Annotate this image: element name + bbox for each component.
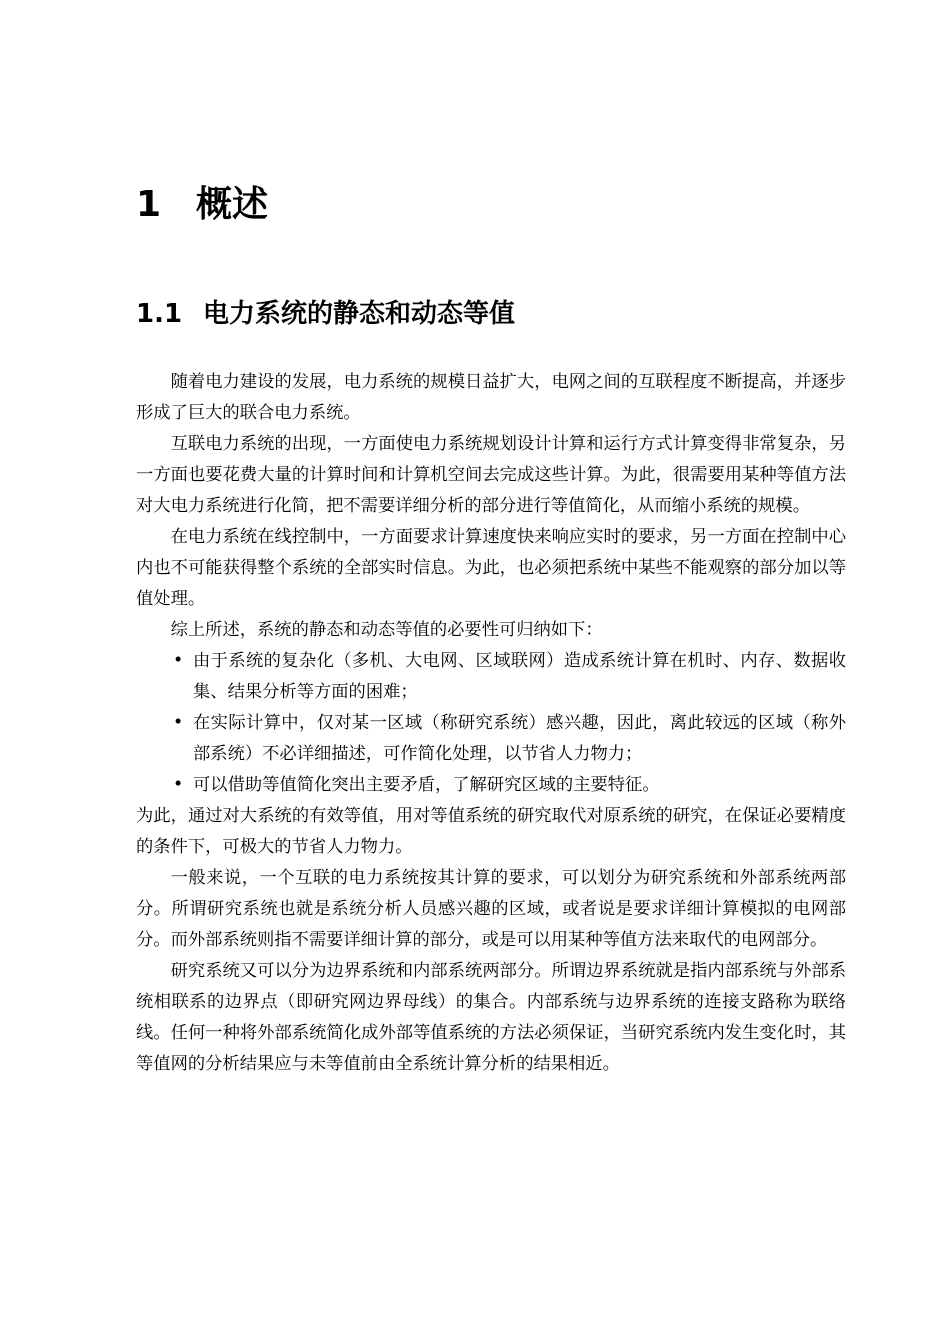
- chapter-heading: [136, 183, 268, 227]
- paragraph: 综上所述，系统的静态和动态等值的必要性可归纳如下：: [170, 620, 603, 640]
- section-title: 电力系统的静态和动态等值: [203, 299, 516, 329]
- chapter-number: 1: [136, 184, 162, 225]
- paragraph: 互联电力系统的出现，一方面使电力系统规划设计计算和运行方式计算变得非常复杂，另一方面也要花费大量的计算时间和计算机空间去完成这些计算。为此，很需要用某种等值方法对大电力系统进行化简，把不需要详细分析的部分进行等值简化，从而缩小系统的规模。: [136, 434, 846, 516]
- bullet-list: [136, 646, 846, 801]
- section-heading: [136, 296, 515, 332]
- list-item-text: 由于系统的复杂化（多机、大电网、区域联网）造成系统计算在机时、内存、数据收集、结果分析等方面的困难；: [193, 651, 846, 702]
- list-item: [173, 770, 846, 801]
- paragraph: 研究系统又可以分为边界系统和内部系统两部分。所谓边界系统就是指内部系统与外部系统相联系的边界点（即研究网边界母线）的集合。内部系统与边界系统的连接支路称为联络线。任何一种将外部系统简化成外部等值系统的方法必须保证，当研究系统内发生变化时，其等值网的分析结果应与未等值前由全系统计算分析的结果相近。: [136, 961, 846, 1074]
- chapter-title: 概述: [196, 184, 269, 225]
- paragraph: 随着电力建设的发展，电力系统的规模日益扩大，电网之间的互联程度不断提高，并逐步形成了巨大的联合电力系统。: [136, 372, 846, 423]
- bullet-icon: •: [173, 651, 184, 671]
- paragraph: 为此，通过对大系统的有效等值，用对等值系统的研究取代对原系统的研究，在保证必要精度的条件下，可极大的节省人力物力。: [136, 806, 846, 857]
- list-item-text: 在实际计算中，仅对某一区域（称研究系统）感兴趣，因此，离此较远的区域（称外部系统）不必详细描述，可作简化处理，以节省人力物力；: [193, 713, 846, 764]
- list-item: [173, 646, 846, 708]
- paragraph: 一般来说，一个互联的电力系统按其计算的要求，可以划分为研究系统和外部系统两部分。所谓研究系统也就是系统分析人员感兴趣的区域，或者说是要求详细计算模拟的电网部分。而外部系统则指不需要详细计算的部分，或是可以用某种等值方法来取代的电网部分。: [136, 868, 846, 950]
- bullet-icon: •: [173, 713, 184, 733]
- bullet-icon: •: [173, 775, 184, 795]
- section-number: 1.1: [136, 299, 183, 329]
- list-item: [173, 708, 846, 770]
- body-text: [136, 367, 846, 1080]
- list-item-text: 可以借助等值简化突出主要矛盾，了解研究区域的主要特征。: [193, 775, 660, 795]
- paragraph: 在电力系统在线控制中，一方面要求计算速度快来响应实时的要求，另一方面在控制中心内也不可能获得整个系统的全部实时信息。为此，也必须把系统中某些不能观察的部分加以等值处理。: [136, 527, 846, 609]
